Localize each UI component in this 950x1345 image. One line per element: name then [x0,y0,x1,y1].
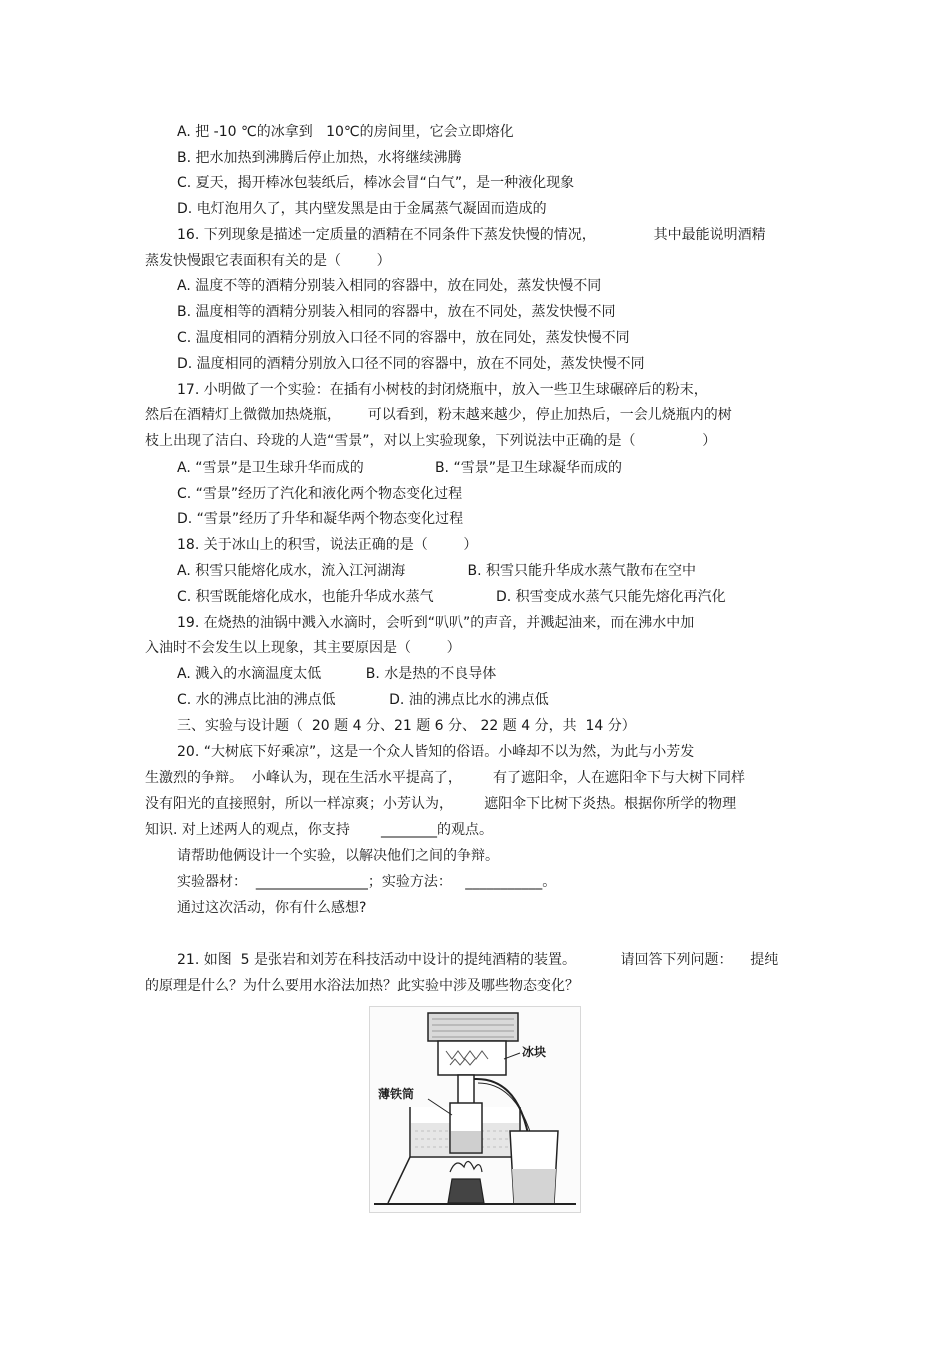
q17-stem-line3: 枝上出现了洁白、玲珑的人造“雪景”，对以上实验现象，下列说法中正确的是（ ） [145,433,717,449]
alcohol-mixture [451,1131,481,1152]
q20-stem-line2: 生激烈的争辩。 小峰认为，现在生活水平提高了， 有了遮阳伞，人在遮阳伞下与大树下同样 [145,770,746,786]
q18-option-cd: C. 积雪既能熔化成水，也能升华成水蒸气 D. 积雪变成水蒸气只能先熔化再汽化 [177,589,726,605]
q16-option-b: B. 温度相等的酒精分别装入相同的容器中，放在不同处，蒸发快慢不同 [177,304,616,320]
q15-option-b: B. 把水加热到沸腾后停止加热，水将继续沸腾 [177,150,462,166]
ice-block [438,1041,506,1075]
section-3-heading: 三、实验与设计题（ 20 题 4 分、21 题 6 分、 22 题 4 分，共 14 分） [177,718,636,734]
q17-option-ab: A. “雪景”是卫生球升华而成的 B. “雪景”是卫生球凝华而成的 [177,460,622,476]
q20-stem-line1: 20. “大树底下好乘凉”，这是一个众人皆知的俗语。小峰却不以为然，为此与小芳发 [177,744,695,760]
apparatus-drawing [370,1007,580,1212]
q19-option-cd: C. 水的沸点比油的沸点低 D. 油的沸点比水的沸点低 [177,692,549,708]
q18-stem: 18. 关于冰山上的积雪，说法正确的是（ ） [177,537,478,553]
q20-stem-line3: 没有阳光的直接照射，所以一样凉爽；小芳认为， 遮阳伞下比树下炎热。根据你所学的物理 [145,796,737,812]
q19-option-ab: A. 溅入的水滴温度太低 B. 水是热的不良导体 [177,666,497,682]
q21-stem-line2: 的原理是什么？为什么要用水浴法加热？此实验中涉及哪些物态变化？ [145,978,579,994]
q15-option-c: C. 夏天，揭开棒冰包装纸后，棒冰会冒“白气”，是一种液化现象 [177,175,575,191]
q20-reflection: 通过这次活动，你有什么感想? [177,900,367,916]
alcohol-purification-figure [369,1006,581,1213]
q16-stem-line1: 16. 下列现象是描述一定质量的酒精在不同条件下蒸发快慢的情况， 其中最能说明酒精 [177,227,766,243]
q21-stem-line1: 21. 如图 5 是张岩和刘芳在科技活动中设计的提纯酒精的装置。 请回答下列问题： 提纯 [177,952,779,968]
q18-option-ab: A. 积雪只能熔化成水，流入江河湖海 B. 积雪只能升华成水蒸气散布在空中 [177,563,697,579]
q19-stem-line2: 入油时不会发生以上现象，其主要原因是（ ） [145,640,461,656]
alcohol-lamp [448,1179,484,1203]
q17-stem-line1: 17. 小明做了一个实验：在插有小树枝的封闭烧瓶中，放入一些卫生球碾碎后的粉末， [177,382,708,398]
q17-option-d: D. “雪景”经历了升华和凝华两个物态变化过程 [177,511,464,527]
q17-option-c: C. “雪景”经历了汽化和液化两个物态变化过程 [177,486,463,502]
q16-option-a: A. 温度不等的酒精分别装入相同的容器中，放在同处，蒸发快慢不同 [177,278,602,294]
q20-instruction: 请帮助他俩设计一个实验，以解决他们之间的争辩。 [177,848,499,864]
iron-can-label: 薄铁筒 [378,1087,415,1101]
q16-option-c: C. 温度相同的酒精分别放入口径不同的容器中，放在同处，蒸发快慢不同 [177,330,630,346]
flame [450,1161,482,1172]
q20-stem-line4: 知识. 对上述两人的观点，你支持 ________的观点。 [145,822,494,838]
q19-stem-line1: 19. 在烧热的油锅中溅入水滴时，会听到“叭叭”的声音，并溅起油来，而在沸水中加 [177,615,695,631]
q17-stem-line2: 然后在酒精灯上微微加热烧瓶， 可以看到，粉末越来越少，停止加热后，一会儿烧瓶内的树 [145,407,732,423]
q20-materials-method: 实验器材： ________________；实验方法： ___________。 [177,874,557,890]
q16-option-d: D. 温度相同的酒精分别放入口径不同的容器中，放在不同处，蒸发快慢不同 [177,356,645,372]
collected-alcohol [512,1169,556,1203]
ice-label: 冰块 [522,1045,547,1059]
q16-stem-line2: 蒸发快慢跟它表面积有关的是（ ） [145,253,391,269]
q15-option-d: D. 电灯泡用久了，其内壁发黑是由于金属蒸气凝固而造成的 [177,201,547,217]
q15-option-a: A. 把 -10 ℃的冰拿到 10℃的房间里，它会立即熔化 [177,124,514,140]
